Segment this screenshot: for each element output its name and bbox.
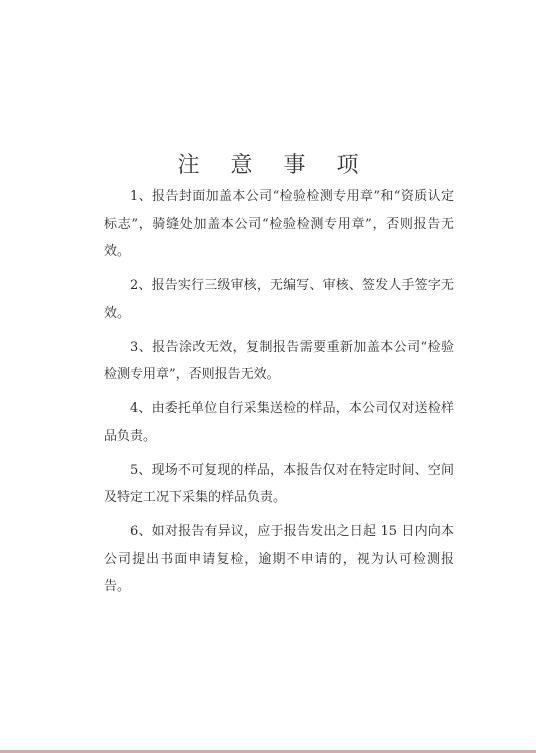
- notice-item-2: 2、报告实行三级审核，无编写、审核、签发人手签字无效。: [104, 278, 454, 321]
- notice-item-6: 6、如对报告有异议，应于报告发出之日起 15 日内向本公司提出书面申请复检，逾期不申请的，视为认可检测报告。: [104, 524, 454, 594]
- notice-item-5: 5、现场不可复现的样品，本报告仅对在特定时间、空间及特定工况下采集的样品负责。: [104, 462, 454, 505]
- page-title: 注 意 事 项: [177, 153, 371, 178]
- notice-item-1: 1、报告封面加盖本公司“检验检测专用章”和“资质认定标志”，骑缝处加盖本公司“检验检测专用章”，否则报告无效。: [104, 189, 454, 259]
- notice-item-4: 4、由委托单位自行采集送检的样品，本公司仅对送检样品负责。: [104, 401, 454, 444]
- notice-list: [104, 183, 454, 607]
- notice-item-3: 3、报告涂改无效，复制报告需要重新加盖本公司“检验检测专用章”，否则报告无效。: [104, 339, 454, 382]
